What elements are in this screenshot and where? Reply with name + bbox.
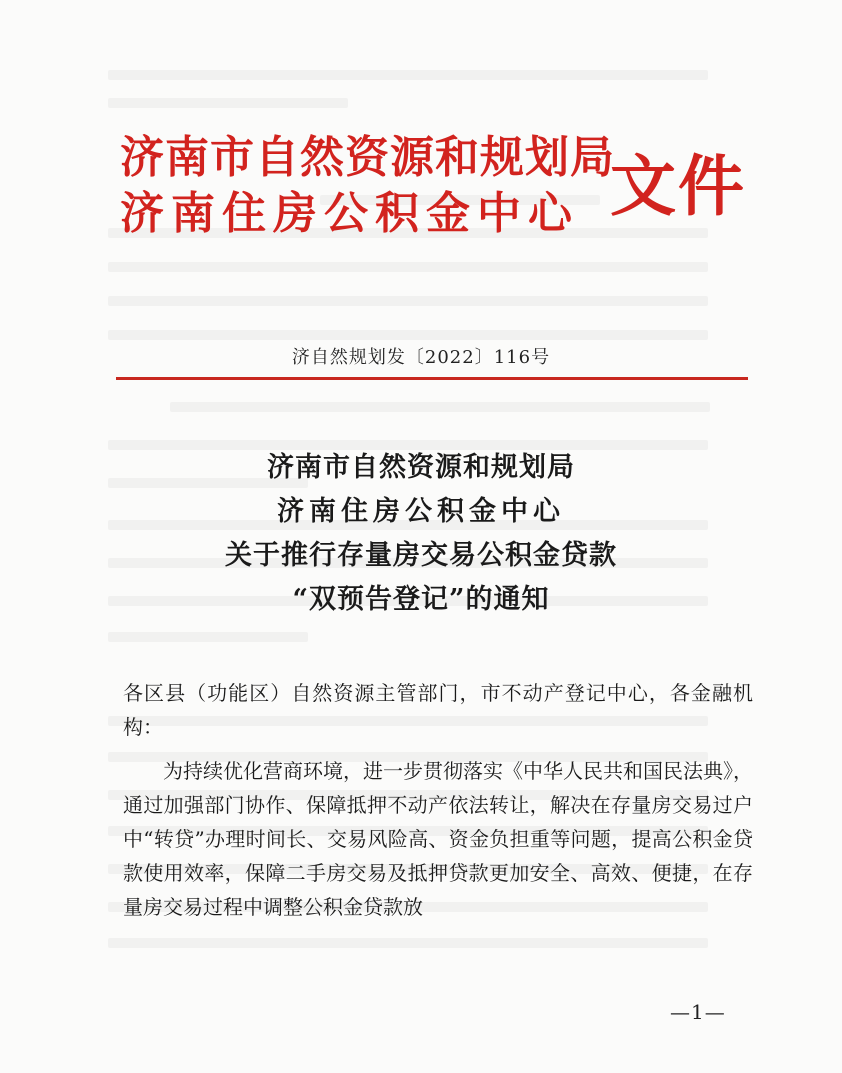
issuer-line-1: 济南市自然资源和规划局: [120, 132, 615, 183]
title-line-3: 关于推行存量房交易公积金贷款: [225, 540, 617, 571]
salutation: 各区县（功能区）自然资源主管部门，市不动产登记中心，各金融机构：: [123, 681, 753, 739]
title-line-1: 济南市自然资源和规划局: [267, 452, 575, 483]
red-separator-line: [116, 377, 748, 380]
page-number: —1—: [670, 1000, 726, 1024]
title-line-4: “双预告登记”的通知: [292, 584, 550, 615]
title-line-2: 济南住房公积金中心: [277, 496, 565, 527]
document-number: 济自然规划发〔2022〕116号: [291, 347, 551, 368]
body-paragraph-1: 为持续优化营商环境，进一步贯彻落实《中华人民共和国民法典》，通过加强部门协作、保障抵押不动产依法转让，解决在存量房交易过户中“转贷”办理时间长、交易风险高、资金负担重等问题，提高公积金贷款使用效率，保障二手房交易及抵押贷款更加安全、高效、便捷，在存量房交易过程中调整公积金贷款放: [123, 759, 753, 919]
document-type-label: 文件: [610, 147, 746, 225]
notice-body: [123, 676, 753, 924]
notice-title: [0, 446, 842, 622]
issuer-header: [120, 130, 615, 242]
issuer-line-2: 济南住房公积金中心: [120, 188, 579, 239]
